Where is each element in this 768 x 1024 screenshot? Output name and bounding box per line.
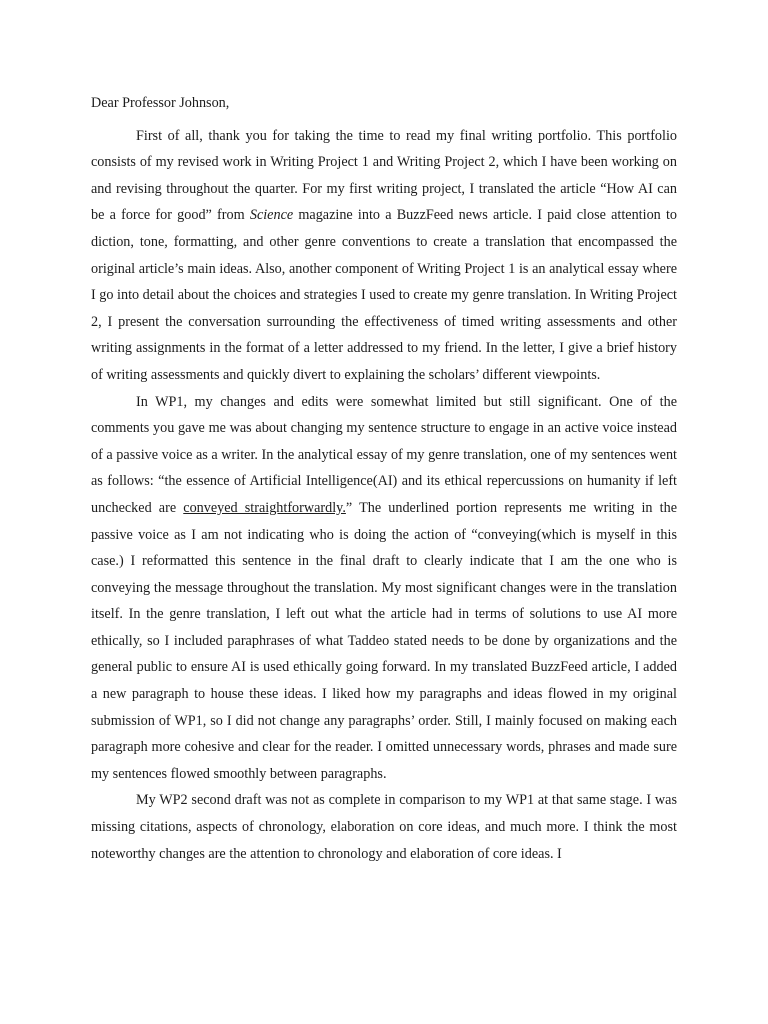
paragraph-1-text-b: magazine into a BuzzFeed news article. I paid close attention to diction, tone, formatting, and other genre conventions to create a translation that encompassed the original article’s main ideas. Also, another component of Writing Project 1 is an analytical essay where I go into detail about the choices and strategies I used to create my genre translation. In Writing Project 2, I present the conversation surrounding the effectiveness of timed writing assessments and other writing assignments in the format of a letter addressed to my friend. In the letter, I give a brief history of writing assessments and quickly divert to explaining the scholars’ different viewpoints. [91, 207, 677, 383]
underlined-phrase: conveyed straightforwardly. [183, 499, 346, 516]
letter-body [91, 90, 677, 867]
paragraph-1 [91, 123, 677, 389]
salutation: Dear Professor Johnson, [91, 95, 230, 111]
paragraph-2 [91, 389, 677, 788]
paragraph-2-text-a: In WP1, my changes and edits were somewhat limited but still significant. One of the comments you gave me was about changing my sentence structure to engage in an active voice instead of a passive voice as a writer. In the analytical essay of my genre translation, one of my sentences went as follows: “the essence of Artificial Intelligence(AI) and its ethical repercussions on humanity if left unchecked are [91, 393, 677, 516]
magazine-title: Science [249, 207, 294, 224]
paragraph-2-text-b: ” The underlined portion represents me writing in the passive voice as I am not indicating who is doing the action of “conveying(which is myself in this case.) I reformatted this sentence in the final draft to clearly indicate that I am the one who is conveying the message throughout the translation. My most significant changes were in the translation itself. In the genre translation, I left out what the article had in terms of solutions to use AI more ethically, so I included paraphrases of what Taddeo stated needs to be done by organizations and the general public to ensure AI is used ethically going forward. In my translated BuzzFeed article, I added a new paragraph to house these ideas. I liked how my paragraphs and ideas flowed in my original submission of WP1, so I did not change any paragraphs’ order. Still, I mainly focused on making each paragraph more cohesive and clear for the reader. I omitted unnecessary words, phrases and made sure my sentences flowed smoothly between paragraphs. [91, 499, 677, 782]
paragraph-3: My WP2 second draft was not as complete in comparison to my WP1 at that same stage. I was missing citations, aspects of chronology, elaboration on core ideas, and much more. I think the most noteworthy changes are the attention to chronology and elaboration of core ideas. I [91, 792, 677, 862]
paragraph-1-text-a: First of all, thank you for taking the time to read my final writing portfolio. This portfolio consists of my revised work in Writing Project 1 and Writing Project 2, which I have been working on and revising throughout the quarter. For my first writing project, I translated the article “How AI can be a force for good” from [91, 127, 677, 224]
